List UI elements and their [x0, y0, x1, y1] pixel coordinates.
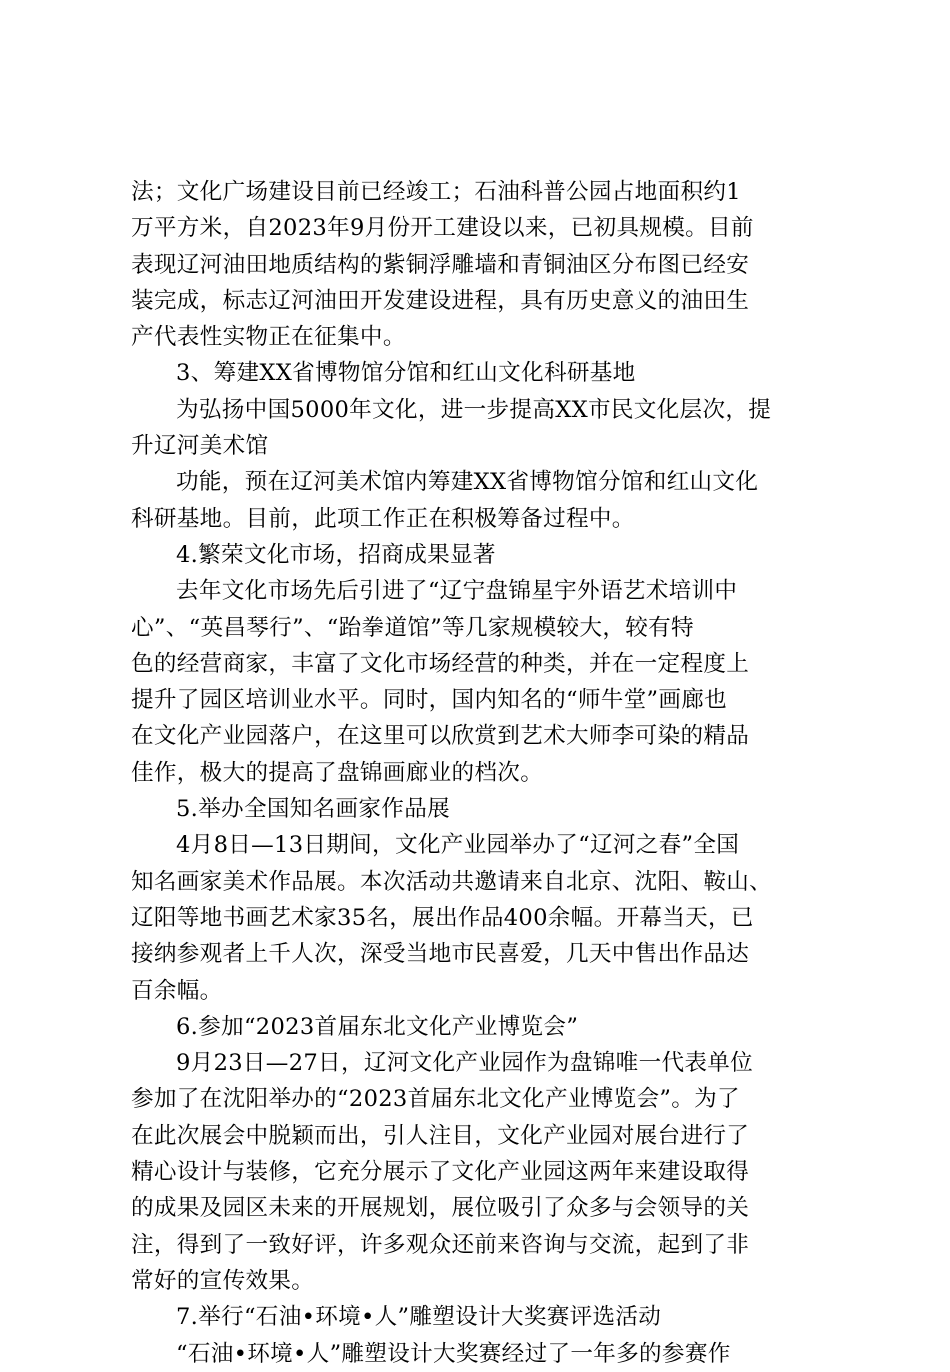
body-text-line: 精心设计与装修，它充分展示了文化产业园这两年来建设取得 — [131, 1159, 750, 1186]
body-text-line: 功能，预在辽河美术馆内筹建XX省博物馆分馆和红山文化 — [176, 469, 759, 496]
body-text-line: 辽阳等地书画艺术家35名，展出作品400余幅。开幕当天，已 — [131, 904, 754, 931]
body-text-line: 产代表性实物正在征集中。 — [131, 324, 406, 351]
body-text-line: 接纳参观者上千人次，深受当地市民喜爱，几天中售出作品达 — [131, 941, 750, 968]
body-text-line: 提升了园区培训业水平。同时，国内知名的“师牛堂”画廊也 — [131, 687, 728, 714]
body-text-line: 万平方米，自2023年9月份开工建设以来，已初具规模。目前 — [131, 215, 754, 242]
body-text-line: 色的经营商家，丰富了文化市场经营的种类，并在一定程度上 — [131, 650, 750, 677]
body-text-line: 表现辽河油田地质结构的紫铜浮雕墙和青铜油区分布图已经安 — [131, 251, 750, 278]
body-text-line: 科研基地。目前，此项工作正在积极筹备过程中。 — [131, 505, 635, 532]
body-text-line: 在此次展会中脱颖而出，引人注目，文化产业园对展台进行了 — [131, 1122, 750, 1149]
body-text-line: 常好的宣传效果。 — [131, 1267, 315, 1294]
body-text-line: 心”、“英昌琴行”、“跆拳道馆”等几家规模较大，较有特 — [131, 614, 694, 641]
body-text-line: 升辽河美术馆 — [131, 433, 269, 460]
section-heading-5: 5.举办全国知名画家作品展 — [176, 796, 450, 823]
body-text-line: 法；文化广场建设目前已经竣工；石油科普公园占地面积约1 — [131, 179, 741, 205]
body-text-line: “石油•环境•人”雕塑设计大奖赛经过了一年多的参赛作 — [176, 1340, 731, 1367]
body-text-line: 在文化产业园落户，在这里可以欣赏到艺术大师李可染的精品 — [131, 723, 750, 750]
body-text-line: 注，得到了一致好评，许多观众还前来咨询与交流，起到了非 — [131, 1231, 750, 1258]
body-text-line: 知名画家美术作品展。本次活动共邀请来自北京、沈阳、鞍山、 — [131, 868, 773, 895]
document-page — [131, 174, 831, 1372]
body-text-line: 装完成，标志辽河油田开发建设进程，具有历史意义的油田生 — [131, 287, 750, 314]
body-text-line: 百余幅。 — [131, 977, 223, 1004]
body-text-line: 为弘扬中国5000年文化，进一步提高XX市民文化层次，提 — [176, 396, 772, 423]
section-heading-7: 7.举行“石油•环境•人”雕塑设计大奖赛评选活动 — [176, 1304, 662, 1331]
section-heading-4: 4.繁荣文化市场，招商成果显著 — [176, 541, 496, 568]
body-text-line: 4月8日—13日期间，文化产业园举办了“辽河之春”全国 — [176, 832, 740, 859]
body-text-line: 参加了在沈阳举办的“2023首届东北文化产业博览会”。为了 — [131, 1086, 740, 1113]
section-heading-3: 3、筹建XX省博物馆分馆和红山文化科研基地 — [176, 360, 636, 387]
body-text-line: 9月23日—27日，辽河文化产业园作为盘锦唯一代表单位 — [176, 1050, 754, 1077]
body-text-line: 佳作，极大的提高了盘锦画廊业的档次。 — [131, 759, 544, 786]
body-text-line: 的成果及园区未来的开展规划，展位吸引了众多与会领导的关 — [131, 1195, 750, 1222]
body-text-line: 去年文化市场先后引进了“辽宁盘锦星宇外语艺术培训中 — [176, 578, 738, 605]
section-heading-6: 6.参加“2023首届东北文化产业博览会” — [176, 1013, 579, 1040]
